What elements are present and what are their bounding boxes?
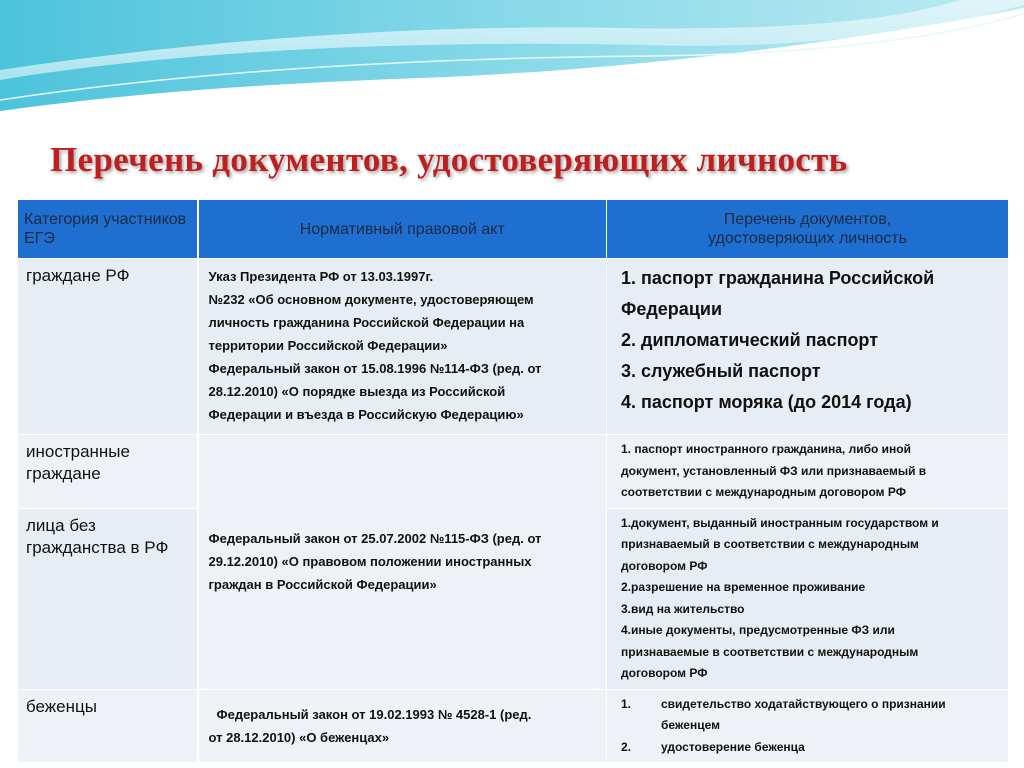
- doc-line: 3.вид на жительство: [621, 601, 745, 616]
- doc-line: договором РФ: [621, 558, 708, 573]
- header-documents: [607, 200, 1009, 259]
- act-line: №232 «Об основном документе, удостоверяющем: [208, 292, 534, 307]
- documents-cell: [607, 259, 1009, 435]
- act-line: Указ Президента РФ от 13.03.1997г.: [208, 269, 434, 284]
- doc-line: 4. паспорт моряка (до 2014 года): [621, 392, 912, 412]
- header-documents-line1: Перечень документов,: [723, 211, 892, 228]
- legal-act-cell: [198, 259, 607, 435]
- category-cell: иностранные граждане: [18, 435, 198, 509]
- list-item: [621, 737, 998, 759]
- doc-line: договором РФ: [621, 666, 708, 680]
- act-line: Федеральный закон от 19.02.1993 № 4528-1 (ред.: [216, 706, 532, 722]
- doc-line: признаваемый в соответствии с международным: [621, 537, 919, 551]
- doc-line: соответствии с международным договором РФ: [621, 485, 906, 499]
- act-line: территории Российской Федерации»: [208, 338, 448, 353]
- category-cell: лица без гражданства в РФ: [18, 508, 198, 689]
- header-category: Категория участников ЕГЭ: [18, 200, 198, 259]
- doc-line: документ, установленный ФЗ или признаваемый в: [621, 463, 927, 478]
- act-line: 29.12.2010) «О правовом положении иностранных: [208, 554, 532, 570]
- list-item: [621, 694, 998, 737]
- doc-line: 4.иные документы, предусмотренные ФЗ или: [621, 623, 895, 637]
- list-item-line: беженцем: [661, 718, 720, 732]
- header-legal-act: Нормативный правовой акт: [198, 200, 607, 259]
- documents-cell: [607, 435, 1009, 509]
- doc-line: 2. дипломатический паспорт: [621, 330, 879, 350]
- act-line: от 28.12.2010) «О беженцах»: [208, 729, 390, 745]
- doc-line: Федерации: [621, 299, 723, 319]
- documents-cell: [607, 508, 1009, 689]
- list-item-number: 2.: [621, 739, 632, 754]
- act-line: Федеральный закон от 25.07.2002 №115-ФЗ (ред. от: [208, 531, 542, 547]
- documents-cell: [607, 689, 1009, 763]
- list-item-line: удостоверение беженца: [661, 739, 805, 754]
- header-documents-line2: удостоверяющих личность: [708, 230, 907, 247]
- table-row-foreign-citizens: [18, 435, 1009, 509]
- legal-act-cell: [198, 689, 607, 763]
- act-line: Федеральный закон от 15.08.1996 №114-ФЗ (ред. от: [208, 361, 542, 376]
- act-line: Федерации и въезда в Российскую Федерацию»: [208, 407, 524, 422]
- doc-line: 1. паспорт гражданина Российской: [621, 268, 935, 288]
- act-line: граждан в Российской Федерации»: [208, 577, 437, 593]
- doc-line: 1. паспорт иностранного гражданина, либо иной: [621, 442, 912, 456]
- act-line: личность гражданина Российской Федерации на: [208, 315, 525, 330]
- header-wave-decoration: [0, 0, 1024, 120]
- table-row-refugees: [18, 689, 1009, 763]
- doc-line: признаваемые в соответствии с международным: [621, 644, 919, 659]
- category-cell: граждане РФ: [18, 259, 198, 435]
- category-cell: беженцы: [18, 689, 198, 763]
- list-item-line: свидетельство ходатайствующего о признании: [661, 696, 946, 711]
- legal-act-cell-shared: [198, 435, 607, 690]
- list-item-number: 1.: [621, 696, 632, 711]
- table-header-row: [18, 200, 1009, 259]
- refugee-docs-list: [621, 694, 998, 759]
- documents-table: [17, 199, 1009, 763]
- act-line: 28.12.2010) «О порядке выезда из Российской: [208, 384, 506, 399]
- doc-line: 2.разрешение на временное проживание: [621, 580, 866, 594]
- table-row-citizens: [18, 259, 1009, 435]
- page-title: Перечень документов, удостоверяющих личность: [50, 140, 848, 179]
- doc-line: 3. служебный паспорт: [621, 361, 821, 381]
- doc-line: 1.документ, выданный иностранным государством и: [621, 515, 939, 530]
